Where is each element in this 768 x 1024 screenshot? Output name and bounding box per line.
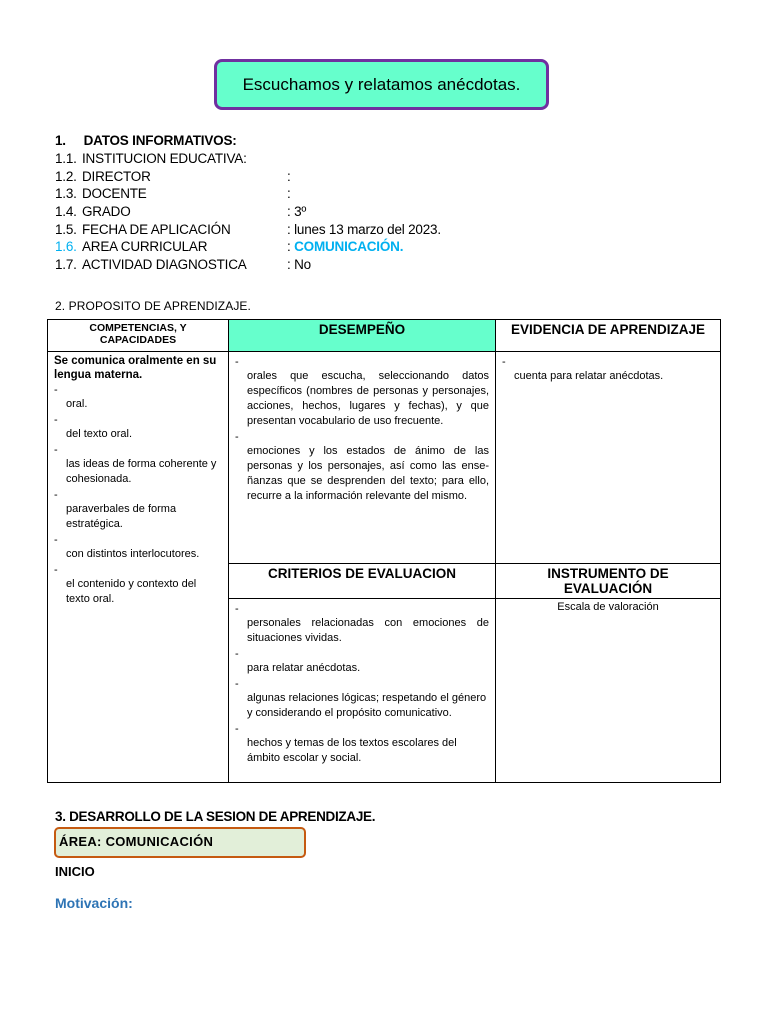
header-competencias: COMPETENCIAS, Y CAPACIDADES — [48, 320, 229, 352]
dash: - — [54, 564, 58, 576]
dash: - — [235, 356, 239, 368]
info-num: 1.1. — [55, 151, 77, 166]
dash: - — [235, 723, 239, 735]
desempeno-item — [235, 356, 489, 429]
criterio-item — [235, 648, 489, 676]
dash: - — [54, 444, 58, 456]
dash: - — [235, 431, 239, 443]
info-label: INSTITUCION EDUCATIVA — [82, 151, 244, 166]
header-desempeno: DESEMPEÑO — [229, 320, 496, 352]
capacidad-item — [54, 564, 222, 607]
dash: - — [235, 678, 239, 690]
info-row-actividad — [55, 256, 515, 274]
dash: - — [54, 489, 58, 501]
dash: - — [54, 384, 58, 396]
inicio-heading: INICIO — [55, 864, 95, 879]
info-value — [287, 238, 403, 256]
desempeno-item — [235, 431, 489, 504]
dash: - — [54, 534, 58, 546]
header-evidencia: EVIDENCIA DE APRENDIZAJE — [496, 320, 721, 352]
capacidad-item — [54, 414, 222, 442]
desempeno-text: emociones y los estados de ánimo de las personas y los personajes, así como las ense- ñanzas que se desprenden del texto; para ello, recurre a la información relevante del mismo. — [247, 445, 489, 502]
info-value: : No — [287, 257, 311, 273]
evidencia-cell — [496, 352, 721, 564]
info-value: : — [287, 168, 291, 184]
motivacion-heading: Motivación: — [55, 895, 133, 911]
info-num: 1.4. — [55, 204, 77, 220]
header-instrumento: INSTRUMENTO DE EVALUACIÓN — [496, 564, 721, 599]
info-row-institucion — [55, 150, 515, 168]
capacidad-item — [54, 534, 222, 562]
info-row-docente — [55, 185, 515, 203]
criterio-text: para relatar anécdotas. — [247, 662, 361, 674]
criterios-cell — [229, 599, 496, 783]
dash: - — [502, 356, 506, 368]
criterio-item — [235, 723, 489, 766]
competencias-cell — [48, 352, 229, 783]
datos-heading: 1. DATOS INFORMATIVOS: — [55, 133, 237, 148]
info-num: 1.7. — [55, 257, 77, 273]
info-value: : lunes 13 marzo del 2023. — [287, 221, 441, 237]
competencia-title: Se comunica oralmente en su lengua materna. — [54, 355, 217, 381]
criterio-item — [235, 678, 489, 721]
criterio-text: algunas relaciones lógicas; respetando el género y considerando el propósito comunicativo. — [247, 692, 487, 719]
criterio-item — [235, 603, 489, 646]
capacidad-text: las ideas de forma coherente y cohesionada. — [66, 458, 217, 485]
capacidad-item — [54, 489, 222, 532]
info-label: DOCENTE — [82, 186, 147, 202]
info-label: FECHA DE APLICACIÓN — [82, 221, 231, 237]
dash: - — [54, 414, 58, 426]
info-num: 1.6. — [55, 239, 77, 255]
capacidad-text: oral. — [66, 398, 88, 410]
desempeno-cell — [229, 352, 496, 564]
capacidad-item — [54, 444, 222, 487]
session-title: Escuchamos y relatamos anécdotas. — [214, 59, 549, 110]
dash: - — [235, 603, 239, 615]
capacidad-text: con distintos interlocutores. — [66, 548, 200, 560]
evidencia-text: cuenta para relatar anécdotas. — [514, 370, 664, 382]
info-label: GRADO — [82, 204, 131, 220]
info-value: : — [243, 151, 247, 166]
info-num: 1.3. — [55, 186, 77, 202]
info-value-area: COMUNICACIÓN. — [294, 239, 404, 255]
instrumento-cell: Escala de valoración — [496, 599, 721, 783]
capacidad-text: el contenido y contexto del texto oral. — [66, 578, 197, 605]
info-row-director — [55, 168, 515, 186]
header-criterios: CRITERIOS DE EVALUACION — [229, 564, 496, 599]
dash: - — [235, 648, 239, 660]
evidencia-item — [502, 356, 714, 384]
proposito-table — [47, 319, 721, 783]
desempeno-text: orales que escucha, seleccionando datos específicos (nombres de personas y personajes, acciones, hechos, lugares y fechas), y que presentan vocabulario de uso frecuente. — [247, 370, 489, 427]
info-value-prefix: : — [287, 239, 295, 255]
info-label: DIRECTOR — [82, 168, 151, 184]
criterio-text: personales relacionadas con emociones de situaciones vividas. — [247, 617, 489, 644]
area-box: ÁREA: COMUNICACIÓN — [54, 827, 306, 858]
criterio-text: hechos y temas de los textos escolares del ámbito escolar y social. — [247, 737, 457, 764]
info-value: : — [287, 186, 291, 202]
datos-informativos — [55, 133, 515, 274]
info-label: AREA CURRICULAR — [82, 239, 208, 255]
info-num: 1.5. — [55, 221, 77, 237]
proposito-heading: 2. PROPOSITO DE APRENDIZAJE. — [55, 299, 251, 313]
capacidad-item — [54, 384, 222, 412]
info-label: ACTIVIDAD DIAGNOSTICA — [82, 257, 247, 273]
capacidad-text: paraverbales de forma estratégica. — [66, 503, 177, 530]
info-row-fecha — [55, 221, 515, 239]
info-row-area — [55, 238, 515, 256]
capacidad-text: del texto oral. — [66, 428, 133, 440]
info-row-grado — [55, 203, 515, 221]
info-num: 1.2. — [55, 168, 77, 184]
desarrollo-heading: 3. DESARROLLO DE LA SESION DE APRENDIZAJE. — [55, 809, 376, 824]
info-value: : 3º — [287, 204, 307, 220]
